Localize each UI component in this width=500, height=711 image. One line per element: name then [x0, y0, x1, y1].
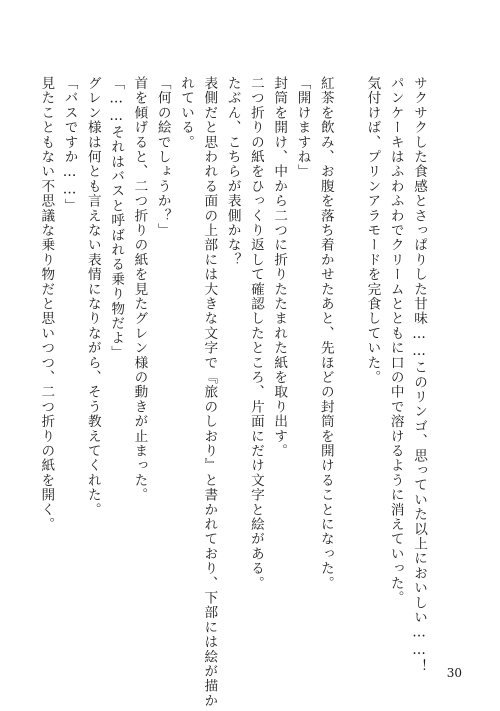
text-line-5: 紅茶を飲み、お腹を落ち着かせたあと、先ほどの封筒を開けることになった。	[317, 76, 334, 591]
text-line-13: 首を傾げると、二つ折りの紙を見たグレン様の動きが止まった。	[131, 76, 148, 503]
blank-line	[337, 76, 360, 676]
text-line-17: 見たこともない不思議な乗り物だと思いつつ、二つ折りの紙を開く。	[38, 76, 55, 532]
text-line-15: グレン様は何とも言えない表情になりながら、そう教えてくれた。	[84, 76, 101, 517]
text-line-16: 「バスですか……」	[61, 76, 78, 214]
text-line-10: 表側だと思われる面の上部には大きな文字で『旅のしおり』と書かれており、下部には絵が描か	[201, 76, 218, 709]
text-line-7: 封筒を開け、中から二つに折りたたまれた紙を取り出す。	[271, 76, 288, 459]
text-line-9: たぶん、こちらが表側かな？	[224, 76, 241, 268]
text-line-6: 「開けますね」	[294, 76, 311, 179]
page-number: 30	[446, 666, 462, 680]
vertical-text-block	[34, 76, 430, 709]
text-line-8: 二つ折りの紙をひっくり返して確認したところ、片面にだけ文字と絵がある。	[247, 76, 264, 591]
text-line-11: れている。	[178, 76, 195, 150]
text-line-3: 気付けば、プリンアラモードを完食していた。	[364, 76, 381, 385]
text-line-14: 「……それはバスと呼ばれる乗り物だよ」	[108, 76, 125, 361]
text-line-1: サクサクした食感とさっぱりした甘味……このリンゴ、思っていた以上においしい……！	[411, 76, 427, 674]
text-line-12: 「何の絵でしょうか？」	[154, 76, 171, 238]
text-line-2: パンケーキはふわふわでクリームとともに口の中で溶けるように消えていった。	[387, 76, 404, 606]
